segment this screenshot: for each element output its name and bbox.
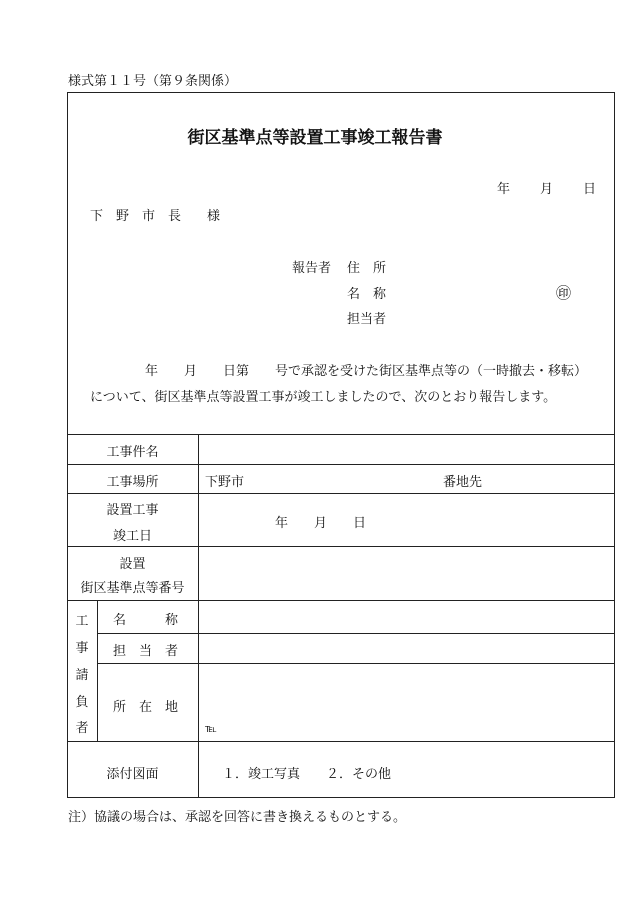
site-label: 工事場所 xyxy=(106,475,159,490)
page-title: 街区基準点等設置工事竣工報告書 xyxy=(187,128,443,148)
row-rule-6 xyxy=(97,663,615,664)
attachments-label: 添付図面 xyxy=(106,767,159,782)
contractor-char-5: 者 xyxy=(75,721,89,736)
reporter-name-label: 名 称 xyxy=(347,287,387,302)
reporter-label: 報告者 xyxy=(292,261,332,276)
point-label-2: 街区基準点等番号 xyxy=(80,581,185,596)
site-city: 下野市 xyxy=(205,475,245,490)
row-rule-4 xyxy=(67,600,615,601)
completion-label-1: 設置工事 xyxy=(106,503,159,518)
label-column-rule xyxy=(198,434,199,798)
reporter-contact-label: 担当者 xyxy=(347,312,387,327)
contractor-column-rule xyxy=(97,600,98,741)
seal-mark: ㊞ xyxy=(556,284,572,302)
row-rule-2 xyxy=(67,493,615,494)
date-year: 年 xyxy=(497,182,511,197)
date-day: 日 xyxy=(583,182,597,197)
contractor-name-label: 名 称 xyxy=(113,613,179,628)
completion-date: 年 月 日 xyxy=(275,516,367,531)
point-label-1: 設置 xyxy=(119,557,146,572)
contractor-char-3: 請 xyxy=(75,668,89,683)
completion-label-2: 竣工日 xyxy=(112,529,152,544)
reporter-address-label: 住 所 xyxy=(347,261,387,276)
contractor-char-4: 負 xyxy=(75,695,89,710)
row-rule-1 xyxy=(67,464,615,465)
row-rule-7 xyxy=(67,741,615,742)
addressee: 下 野 市 長 様 xyxy=(90,209,221,224)
footer-note: 注）協議の場合は、承認を回答に書き換えるものとする。 xyxy=(68,810,407,825)
site-suffix: 番地先 xyxy=(443,475,483,490)
tel-mark: ℡ xyxy=(205,722,217,735)
date-month: 月 xyxy=(540,182,554,197)
table-top-rule xyxy=(67,434,615,435)
contractor-char-2: 事 xyxy=(75,641,89,656)
row-rule-3 xyxy=(67,546,615,547)
attachments-value: １．竣工写真 ２．その他 xyxy=(222,767,392,782)
contractor-address-label: 所 在 地 xyxy=(113,700,179,715)
contractor-contact-label: 担 当 者 xyxy=(113,644,179,659)
body-line-1: 年 月 日第 号で承認を受けた街区基準点等の（一時撤去・移転） xyxy=(145,364,588,379)
form-number: 様式第１１号（第９条関係） xyxy=(68,74,238,89)
body-line-2: について、街区基準点等設置工事が竣工しましたので、次のとおり報告します。 xyxy=(90,390,557,405)
row-rule-5 xyxy=(97,633,615,634)
project-name-label: 工事件名 xyxy=(106,445,159,460)
contractor-char-1: 工 xyxy=(75,614,89,629)
